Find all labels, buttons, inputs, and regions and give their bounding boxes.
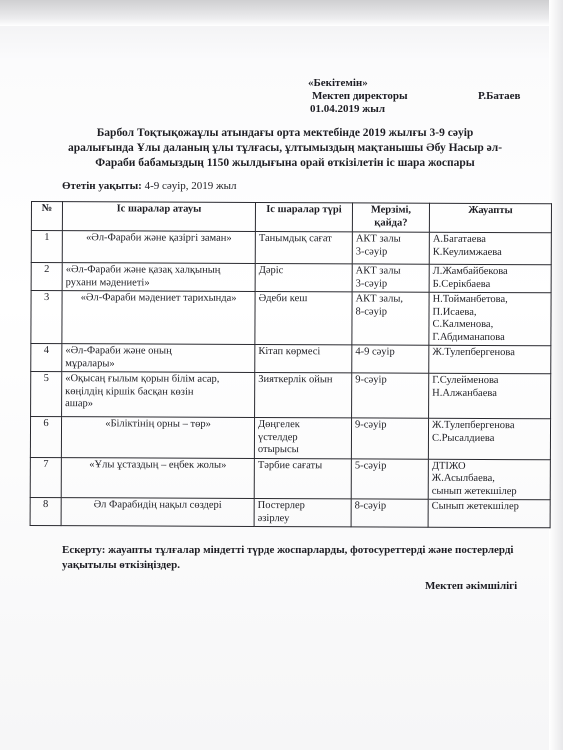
event-type-cell bbox=[255, 372, 352, 417]
director-name: Р.Батаев bbox=[478, 90, 521, 102]
header-date-place: Мерзімі, қайда? bbox=[352, 203, 429, 232]
event-name-line: «Ұлы ұстаздың – еңбек жолы» bbox=[89, 458, 227, 471]
director-line bbox=[300, 90, 560, 103]
event-type-line: Дәріс bbox=[258, 264, 284, 277]
event-time-value: 4-9 сәуір, 2019 жыл bbox=[144, 180, 237, 192]
approval-date: 01.04.2019 жыл bbox=[310, 103, 385, 115]
event-type-line: үстелдер bbox=[257, 431, 298, 443]
event-name-line: ашар» bbox=[65, 398, 94, 410]
event-plan-table bbox=[30, 201, 552, 528]
responsible-line: Ж.Тулепбергенова bbox=[432, 346, 515, 359]
row-number: 3 bbox=[31, 291, 62, 344]
event-type-cell bbox=[255, 291, 352, 344]
event-type-line: Дөңгелек bbox=[258, 418, 300, 431]
event-name-line: «Әл-Фараби мәдениет тарихында» bbox=[80, 292, 237, 304]
event-name-line: «Әл-Фараби және қазіргі заман» bbox=[85, 232, 232, 244]
responsible-line: С.Рысалдиева bbox=[431, 432, 495, 444]
table-row bbox=[31, 372, 551, 419]
event-type-cell bbox=[254, 417, 351, 458]
event-type-line: отырысы bbox=[257, 443, 299, 456]
header-event-name: Іс шаралар атауы bbox=[62, 202, 255, 232]
responsible-line: С.Калменова, bbox=[432, 318, 494, 331]
responsible-cell bbox=[428, 418, 550, 459]
date-place-line: 4-9 сәуір bbox=[355, 346, 395, 358]
note-text: Ескерту: жауапты тұлғалар міндетті түрде жоспарларды, фотосуреттерді және постерлерді уақытылы өткізіңіздер. bbox=[62, 544, 514, 571]
date-place-cell bbox=[352, 373, 429, 418]
table-row bbox=[31, 263, 551, 293]
approved-label: «Бекітемін» bbox=[308, 77, 368, 89]
event-type-line: Постерлер bbox=[257, 499, 305, 512]
event-name-line: «Әл-Фараби және оның bbox=[65, 345, 172, 357]
date-place-cell bbox=[352, 264, 429, 292]
event-name-cell bbox=[61, 498, 254, 527]
event-name-line: «Оқысаң ғылым қорын білім асар, bbox=[65, 373, 220, 385]
date-place-line: АКТ залы, bbox=[355, 293, 404, 305]
date-place-line: 8-сәуір bbox=[354, 500, 387, 512]
date-place-line: 9-сәуір bbox=[355, 374, 387, 386]
responsible-cell bbox=[429, 264, 551, 293]
event-name-cell bbox=[62, 372, 255, 418]
responsible-line: Ж.Асылбаева, bbox=[431, 472, 495, 485]
event-name-cell bbox=[62, 263, 255, 292]
title-line: Барбол Тоқтықожаұлы атындағы орта мектебінде 2019 жылғы 3-9 сәуір bbox=[96, 127, 474, 139]
event-name-cell bbox=[62, 344, 255, 373]
event-time-label: Өтетін уақыты: bbox=[62, 180, 142, 192]
table-row bbox=[31, 231, 551, 265]
table-row bbox=[31, 344, 551, 374]
date-place-line: 8-сәуір bbox=[355, 305, 388, 318]
responsible-cell bbox=[429, 345, 551, 374]
date-place-cell bbox=[351, 499, 428, 527]
event-name-line: «Әл-Фараби және қазақ халқының bbox=[65, 264, 221, 276]
responsible-line: ДТІЖО bbox=[431, 460, 466, 472]
event-name-line: мұралары» bbox=[65, 357, 115, 369]
event-type-cell bbox=[255, 231, 352, 263]
date-place-line: 3-сәуір bbox=[355, 245, 388, 258]
event-time bbox=[62, 180, 237, 192]
event-name-cell bbox=[61, 417, 254, 458]
date-place-line: 9-сәуір bbox=[355, 419, 387, 431]
title-line: аралығында Ұлы даланың ұлы тұлғасы, ұлтымыздың мақтанышы Әбу Насыр әл- bbox=[67, 142, 503, 154]
date-place-cell bbox=[352, 292, 429, 345]
responsible-line: Л.Жамбайбекова bbox=[432, 265, 508, 278]
responsible-line: Г.Сулейменова bbox=[432, 374, 499, 387]
event-type-cell bbox=[255, 344, 352, 372]
document-title bbox=[30, 126, 540, 171]
row-number: 6 bbox=[30, 417, 61, 458]
row-number: 8 bbox=[30, 497, 61, 525]
table-row bbox=[30, 417, 550, 460]
table-row bbox=[30, 497, 550, 527]
table-row bbox=[31, 291, 551, 346]
table-row bbox=[30, 457, 550, 500]
event-name-cell bbox=[62, 291, 255, 345]
row-number: 1 bbox=[31, 231, 62, 263]
responsible-line: А.Багатаева bbox=[432, 233, 486, 245]
event-type-line: Кітап көрмесі bbox=[258, 345, 321, 358]
responsible-cell bbox=[429, 373, 551, 419]
event-type-line: Танымдық сағат bbox=[258, 232, 332, 245]
responsible-line: сынып жетекшілер bbox=[431, 485, 517, 497]
event-name-line: рухани мәдениеті» bbox=[65, 276, 150, 289]
header-event-type: Іс шаралар түрі bbox=[255, 202, 352, 231]
signature-school-administration: Мектеп әкімшілігі bbox=[425, 580, 518, 592]
header-responsible: Жауапты bbox=[429, 203, 551, 233]
responsible-cell bbox=[429, 292, 551, 346]
event-type-cell bbox=[254, 458, 351, 499]
responsible-cell bbox=[428, 459, 550, 500]
responsible-line: Сынып жетекшілер bbox=[431, 500, 519, 513]
date-place-cell bbox=[352, 345, 429, 373]
event-name-line: көңілдің кіршік басқан көзін bbox=[65, 385, 194, 398]
row-number: 5 bbox=[31, 372, 62, 417]
responsible-line: Н.Тойманбетова, bbox=[432, 293, 508, 306]
event-type-line: Зияткерлік ойын bbox=[258, 373, 333, 386]
date-place-line: 3-сәуір bbox=[355, 277, 388, 290]
date-place-line: АКТ залы bbox=[355, 265, 401, 277]
row-number: 7 bbox=[30, 457, 61, 498]
approval-block bbox=[300, 77, 560, 116]
responsible-line: П.Исаева, bbox=[432, 306, 477, 318]
event-name-cell bbox=[61, 457, 254, 498]
header-number: № bbox=[31, 202, 62, 231]
event-name-line: Әл Фарабидің нақыл сөздері bbox=[93, 499, 222, 511]
event-type-cell bbox=[254, 498, 351, 526]
table-body bbox=[30, 231, 551, 528]
page-top-shadow bbox=[0, 0, 563, 26]
date-place-line: 5-сәуір bbox=[354, 459, 387, 472]
responsible-cell bbox=[429, 232, 551, 265]
event-name-line: «Біліктінің орны – төр» bbox=[105, 418, 211, 430]
title-line: Фараби бабамыздың 1150 жылдығына орай өткізілетін іс шара жоспары bbox=[95, 157, 475, 169]
responsible-line: К.Кеулимжаева bbox=[432, 246, 502, 258]
responsible-line: Н.Алжанбаева bbox=[432, 387, 497, 399]
row-number: 2 bbox=[31, 263, 62, 291]
row-number: 4 bbox=[31, 344, 62, 372]
event-type-cell bbox=[255, 263, 352, 291]
responsible-line: Ж.Тулепбергенова bbox=[432, 419, 515, 432]
responsible-cell bbox=[428, 499, 550, 528]
event-name-cell bbox=[62, 231, 255, 264]
responsible-line: Г.Абдиманапова bbox=[432, 331, 505, 343]
event-type-line: Әдеби кеш bbox=[258, 292, 308, 305]
responsible-line: Б.Серікбаева bbox=[432, 278, 491, 290]
date-place-cell bbox=[352, 232, 429, 264]
event-type-line: әзірлеу bbox=[257, 512, 290, 524]
date-place-line: АКТ залы bbox=[355, 233, 401, 245]
date-place-cell bbox=[351, 418, 428, 459]
director-label: Мектеп директоры bbox=[312, 90, 408, 102]
date-place-cell bbox=[351, 458, 428, 499]
table-header-row bbox=[31, 202, 551, 233]
event-type-line: Тәрбие сағаты bbox=[257, 459, 323, 471]
